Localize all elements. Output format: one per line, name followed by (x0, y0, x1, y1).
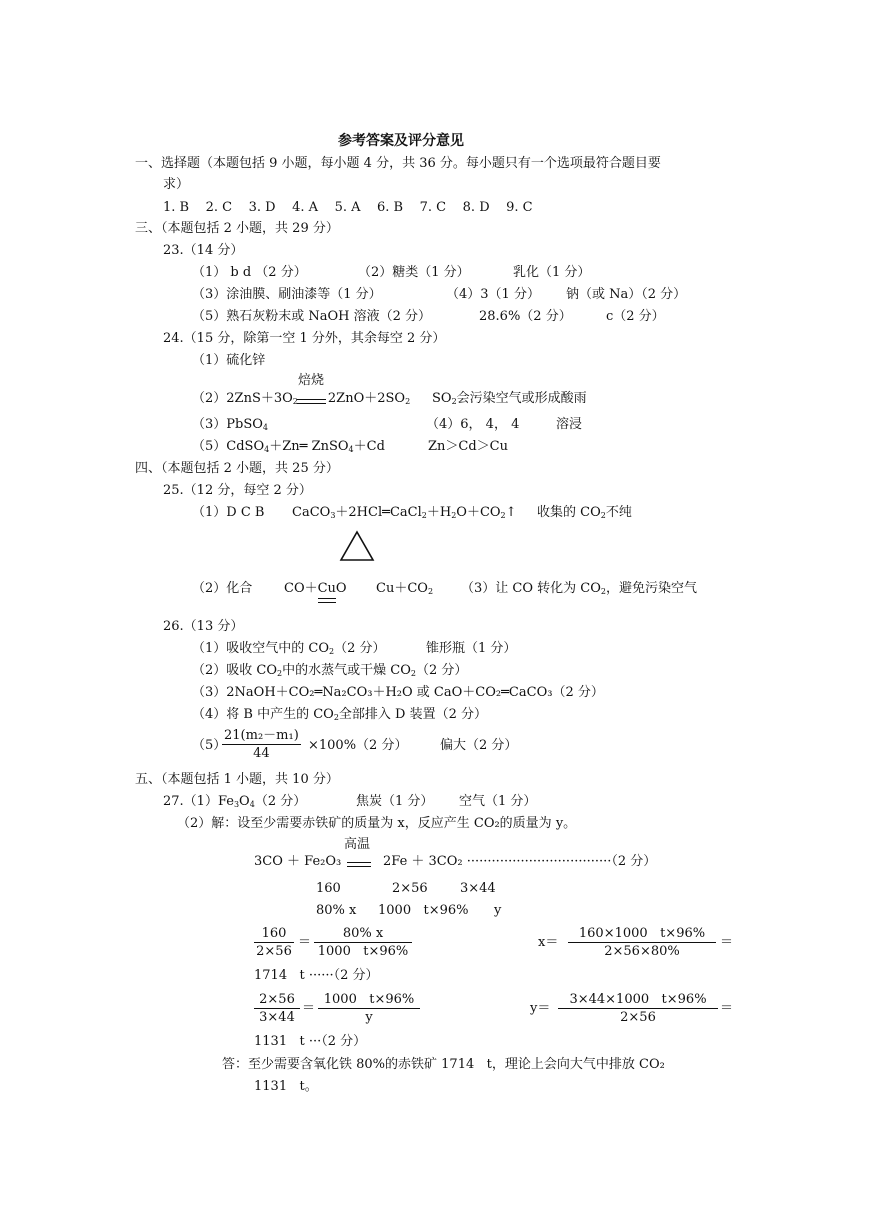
q27-answer-cont: 1131 t。 (254, 1079, 318, 1094)
q27-fraction-3 (568, 925, 716, 960)
q27-fraction-6 (558, 991, 718, 1026)
q23-line3-a: （5）熟石灰粉末或 NaOH 溶液（2 分） (192, 309, 432, 324)
q27-fraction-6-den: 2×56 (620, 1010, 656, 1025)
q23-line2-a: （3）涂油膜、刷油漆等（1 分） (192, 287, 382, 302)
q27-ratio-1b: 2×56 (392, 881, 428, 896)
q27-equation-left: 3CO ＋ Fe₂O₃ (254, 854, 342, 869)
q24-line3-c: 溶浸 (556, 417, 583, 432)
q27-line2: （2）解：设至少需要赤铁矿的质量为 x，反应产生 CO₂的质量为 y。 (177, 816, 577, 831)
q24-head: 24.（15 分，除第一空 1 分外，其余每空 2 分） (163, 331, 446, 346)
q27-ratio-2a: 80% x (316, 903, 357, 918)
q27-fraction-5 (318, 991, 420, 1026)
q27-y-lhs: y＝ (530, 1001, 551, 1016)
q23-line2-c: 钠（或 Na）（2 分） (566, 287, 687, 302)
q23-line2-b: （4）3（1 分） (446, 287, 540, 302)
q25-line2-a: （2）化合 (192, 581, 253, 596)
q27-fraction-4 (254, 991, 300, 1026)
q27-fraction-2-den: 1000 t×96% (317, 944, 409, 959)
q27-reaction-sign (347, 862, 371, 867)
section-1-heading: 一、选择题（本题包括 9 小题，每小题 4 分，共 36 分。每小题只有一个选项最符合题目要 (135, 156, 661, 171)
q23-head: 23.（14 分） (163, 243, 244, 258)
section-5-heading: 五、（本题包括 1 小题，共 10 分） (135, 772, 339, 787)
q27-condition: 高温 (344, 837, 371, 852)
q27-fraction-1-den: 2×56 (256, 944, 292, 959)
q27-ratio-1c: 3×44 (460, 881, 496, 896)
q26-fraction-den: 44 (253, 746, 270, 761)
q25-reaction-sign (318, 598, 336, 603)
q26-line5-b: ×100%（2 分） (308, 738, 408, 753)
choice-answers: 1. B 2. C 3. D 4. A 5. A 6. B 7. C 8. D 9. C (163, 200, 533, 215)
q26-fraction (222, 727, 301, 762)
section-1-heading-cont: 求） (163, 177, 190, 192)
q24-line2-note: $SO_2$会污染空气或形成酸雨 (432, 391, 587, 406)
q25-head: 25.（12 分，每空 2 分） (163, 483, 312, 498)
heat-triangle-icon (339, 530, 375, 562)
q27-fraction-2-num: 80% x (314, 925, 412, 943)
q27-line1-c: 空气（1 分） (459, 794, 537, 809)
q26-line5-label: （5） (192, 738, 227, 753)
q25-line2-d: （3）让 CO 转化为 $CO_2$，避免污染空气 (461, 581, 697, 596)
q26-line4: （4）将 B 中产生的 $CO_2$全部排入 D 装置（2 分） (192, 707, 488, 722)
q27-fraction-5-den: y (365, 1010, 373, 1025)
q27-x-result: 1714 t ······（2 分） (254, 968, 379, 983)
q27-fraction-6-num: 3×44×1000 t×96% (558, 991, 718, 1009)
section-3-heading: 三、（本题包括 2 小题，共 29 分） (135, 221, 339, 236)
q27-equation-right: 2Fe ＋ 3CO₂ ···································（2 分） (383, 854, 657, 869)
q27-ratio-1a: 160 (316, 881, 341, 896)
q23-line3-c: c（2 分） (606, 309, 665, 324)
q27-x-eq: ＝ (720, 935, 734, 950)
q27-answer: 答：至少需要含氧化铁 80%的赤铁矿 1714 t，理论上会向大气中排放 CO₂ (222, 1057, 665, 1072)
q26-line1-a: （1）吸收空气中的 $CO_2(2$ 分） (192, 641, 386, 656)
q27-fraction-4-den: 3×44 (259, 1010, 295, 1025)
q24-line4-a: （5）CdSO$_4$＋Zn═ ZnSO$_4$＋Cd (192, 439, 385, 454)
q27-y-eq: ＝ (720, 1001, 734, 1016)
q24-line1: （1）硫化锌 (192, 353, 266, 368)
q24-line3-b: （4）6， 4， 4 (426, 417, 520, 432)
q23-line1-b: （2）糖类（1 分） (358, 265, 470, 280)
q24-line4-b: Zn＞Cd＞Cu (428, 439, 508, 454)
q27-eq-sign-1: ＝ (298, 935, 312, 950)
q27-x-lhs: x＝ (538, 935, 559, 950)
q27-fraction-3-num: 160×1000 t×96% (568, 925, 716, 943)
section-4-heading: 四、（本题包括 2 小题，共 25 分） (135, 461, 339, 476)
q26-line5-c: 偏大（2 分） (440, 738, 518, 753)
q25-line2-b: CO＋CuO (284, 581, 347, 596)
q24-line3-a: （3）PbSO$_4$ (192, 417, 268, 432)
q27-fraction-4-num: 2×56 (254, 991, 300, 1009)
q23-line3-b: 28.6%（2 分） (479, 309, 572, 324)
q27-fraction-2 (314, 925, 412, 960)
q27-fraction-1 (254, 925, 294, 960)
page-title: 参考答案及评分意见 (338, 133, 464, 149)
q26-line1-b: 锥形瓶（1 分） (426, 641, 517, 656)
q27-fraction-5-num: 1000 t×96% (318, 991, 420, 1009)
q25-line1-a: （1）D C B (192, 505, 265, 520)
q24-condition: 焙烧 (298, 373, 325, 388)
q24-reaction-sign (297, 399, 326, 404)
q23-line1-a: （1） b d （2 分） (192, 265, 307, 280)
q27-line1-b: 焦炭（1 分） (356, 794, 434, 809)
q25-line1-c: 收集的 $CO_2$不纯 (537, 505, 632, 520)
q27-fraction-1-num: 160 (254, 925, 294, 943)
q26-head: 26.（13 分） (163, 619, 244, 634)
q27-eq-sign-2: ＝ (302, 1001, 316, 1016)
q24-line2: $(2)2ZnS+3O_2$ $2ZnO+2SO_2$ (192, 391, 411, 406)
q25-line1-b: $CaCO_3+2HCl═CaCl_2+H_2O+CO_2↑$ (292, 505, 517, 520)
q26-line3: （3）2NaOH＋CO₂═Na₂CO₃＋H₂O 或 CaO＋CO₂═CaCO₃（2 分） (192, 685, 604, 700)
q23-line1-c: 乳化（1 分） (513, 265, 591, 280)
q26-line2: （2）吸收 $CO_2$中的水蒸气或干燥 $CO_2(2$ 分） (192, 663, 468, 678)
q26-fraction-num: 21(m₂－m₁) (224, 728, 299, 743)
q27-line1-a: $27.(1)Fe_3O_4(2$ 分） (163, 794, 307, 809)
q27-ratio-2c: y (494, 903, 502, 918)
q27-y-result: 1131 t ···（2 分） (254, 1034, 367, 1049)
q27-fraction-3-den: 2×56×80% (604, 944, 680, 959)
q25-line2-c: $Cu+CO_2$ (376, 581, 434, 596)
q27-ratio-2b: 1000 t×96% (378, 903, 469, 918)
